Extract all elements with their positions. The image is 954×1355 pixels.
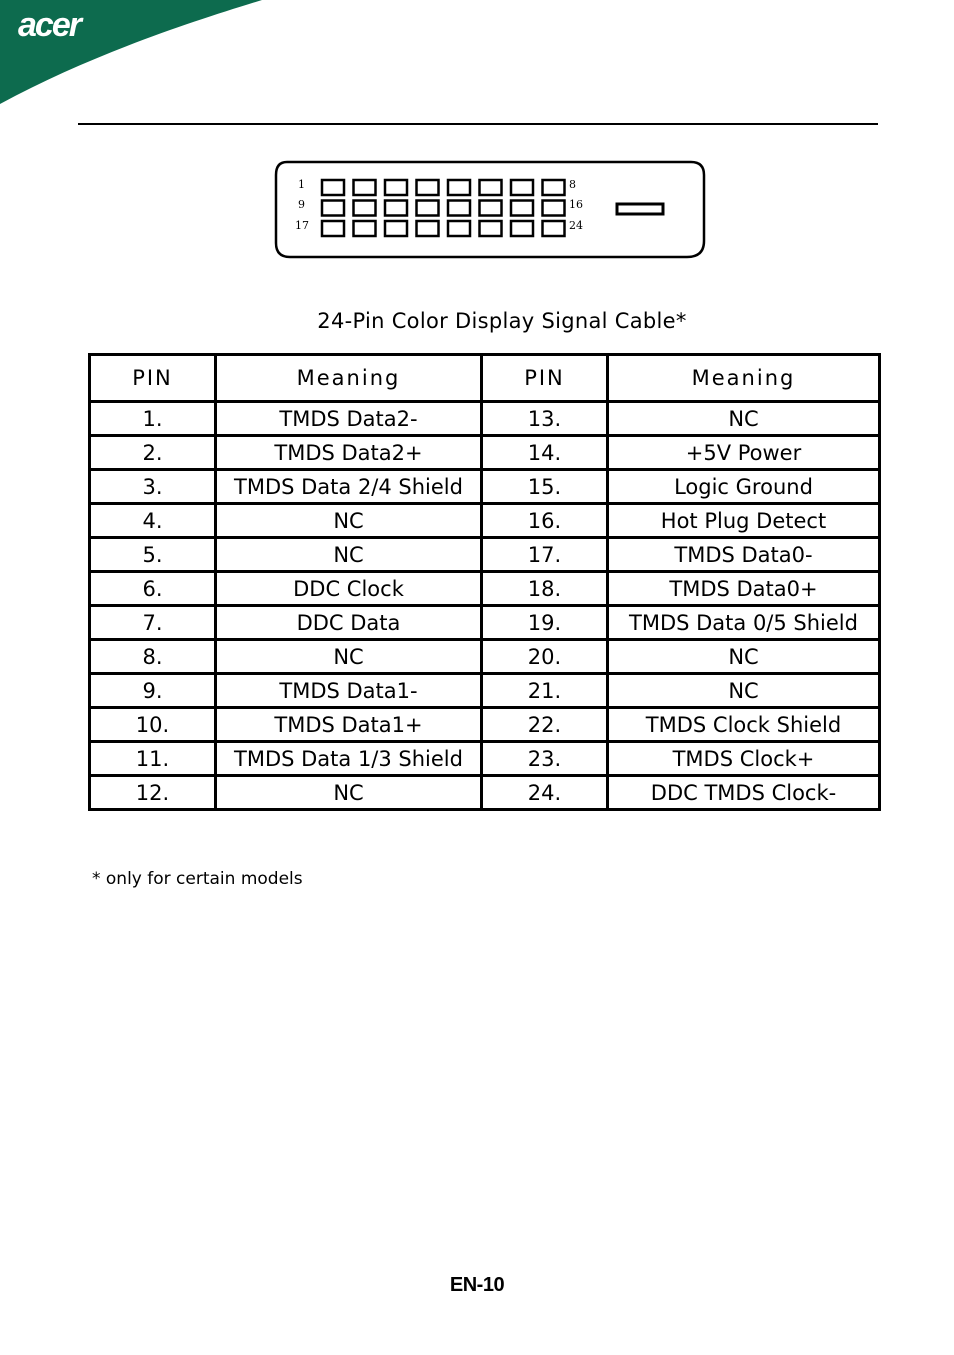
page-number: EN-10 xyxy=(449,1274,505,1296)
pin-meaning-cell: TMDS Data 0/5 Shield xyxy=(608,606,880,640)
pin-number-cell: 13. xyxy=(482,402,608,436)
pin-number-cell: 9. xyxy=(90,674,216,708)
pin-label-17: 17 xyxy=(295,219,309,232)
table-header-row xyxy=(90,355,880,402)
pin-number-cell: 21. xyxy=(482,674,608,708)
pin-meaning-cell: DDC Clock xyxy=(216,572,482,606)
connector-pin xyxy=(354,180,376,195)
pin-label-1: 1 xyxy=(298,178,305,191)
table-row xyxy=(90,776,880,810)
connector-pin xyxy=(511,221,533,236)
pin-meaning-cell: DDC TMDS Clock- xyxy=(608,776,880,810)
pin-number-cell: 23. xyxy=(482,742,608,776)
pin-meaning-cell: TMDS Data0- xyxy=(608,538,880,572)
pin-meaning-cell: TMDS Data 2/4 Shield xyxy=(216,470,482,504)
pin-meaning-cell: TMDS Data0+ xyxy=(608,572,880,606)
connector-pin xyxy=(385,201,407,216)
connector-pin xyxy=(322,180,344,195)
pin-number-cell: 15. xyxy=(482,470,608,504)
connector-pin xyxy=(417,221,439,236)
table-row xyxy=(90,436,880,470)
connector-pin xyxy=(385,180,407,195)
connector-pin xyxy=(448,221,470,236)
pin-number-cell: 24. xyxy=(482,776,608,810)
pin-number-cell: 4. xyxy=(90,504,216,538)
table-row xyxy=(90,674,880,708)
pin-meaning-cell: TMDS Data 1/3 Shield xyxy=(216,742,482,776)
pin-meaning-cell: Hot Plug Detect xyxy=(608,504,880,538)
connector-pin xyxy=(354,221,376,236)
pin-label-16: 16 xyxy=(569,198,583,211)
pin-number-cell: 5. xyxy=(90,538,216,572)
pin-label-24: 24 xyxy=(569,219,583,232)
header-rule xyxy=(78,123,878,125)
header-meaning-right: Meaning xyxy=(608,355,880,402)
pin-number-cell: 20. xyxy=(482,640,608,674)
pin-meaning-cell: DDC Data xyxy=(216,606,482,640)
pin-number-cell: 22. xyxy=(482,708,608,742)
pin-meaning-cell: TMDS Clock Shield xyxy=(608,708,880,742)
pin-number-cell: 16. xyxy=(482,504,608,538)
table-row xyxy=(90,742,880,776)
ground-blade xyxy=(617,204,663,214)
pin-number-cell: 6. xyxy=(90,572,216,606)
pin-meaning-cell: TMDS Data2- xyxy=(216,402,482,436)
pin-meaning-cell: NC xyxy=(608,640,880,674)
pin-meaning-cell: NC xyxy=(216,504,482,538)
pin-meaning-cell: NC xyxy=(216,640,482,674)
acer-logo: acer xyxy=(18,6,80,44)
connector-pin xyxy=(417,180,439,195)
pin-meaning-cell: TMDS Data1+ xyxy=(216,708,482,742)
table-row xyxy=(90,402,880,436)
table-row xyxy=(90,572,880,606)
pin-number-cell: 14. xyxy=(482,436,608,470)
pin-number-cell: 12. xyxy=(90,776,216,810)
connector-pin xyxy=(354,201,376,216)
pin-label-9: 9 xyxy=(298,198,305,211)
pin-number-cell: 3. xyxy=(90,470,216,504)
pin-meaning-cell: TMDS Data2+ xyxy=(216,436,482,470)
pin-meaning-cell: NC xyxy=(608,402,880,436)
connector-pin xyxy=(448,180,470,195)
pin-label-8: 8 xyxy=(569,178,576,191)
table-row xyxy=(90,606,880,640)
connector-pin xyxy=(385,221,407,236)
pin-number-cell: 7. xyxy=(90,606,216,640)
pin-number-cell: 17. xyxy=(482,538,608,572)
header-pin-left: PIN xyxy=(90,355,216,402)
connector-pin xyxy=(417,201,439,216)
connector-pin xyxy=(322,221,344,236)
pin-meaning-cell: NC xyxy=(608,674,880,708)
connector-pin xyxy=(511,201,533,216)
connector-pin xyxy=(480,221,502,236)
connector-pin xyxy=(543,221,565,236)
connector-pin xyxy=(480,180,502,195)
pin-meaning-cell: NC xyxy=(216,538,482,572)
pin-number-cell: 18. xyxy=(482,572,608,606)
connector-pin xyxy=(480,201,502,216)
table-row xyxy=(90,708,880,742)
table-row xyxy=(90,470,880,504)
pin-meaning-cell: NC xyxy=(216,776,482,810)
footnote: * only for certain models xyxy=(92,869,303,889)
pin-table xyxy=(88,353,881,811)
pin-meaning-cell: +5V Power xyxy=(608,436,880,470)
table-row xyxy=(90,538,880,572)
pin-number-cell: 10. xyxy=(90,708,216,742)
pin-meaning-cell: TMDS Data1- xyxy=(216,674,482,708)
connector-pin xyxy=(322,201,344,216)
dvi-connector-diagram xyxy=(273,160,707,262)
pin-number-cell: 8. xyxy=(90,640,216,674)
connector-pin xyxy=(543,201,565,216)
pin-number-cell: 11. xyxy=(90,742,216,776)
table-row xyxy=(90,640,880,674)
pin-grid xyxy=(322,180,565,236)
connector-pin xyxy=(543,180,565,195)
pin-number-cell: 19. xyxy=(482,606,608,640)
connector-pin xyxy=(511,180,533,195)
pin-meaning-cell: TMDS Clock+ xyxy=(608,742,880,776)
pin-number-cell: 2. xyxy=(90,436,216,470)
pin-meaning-cell: Logic Ground xyxy=(608,470,880,504)
header-meaning-left: Meaning xyxy=(216,355,482,402)
connector-pin xyxy=(448,201,470,216)
table-caption: 24-Pin Color Display Signal Cable* xyxy=(317,309,687,333)
pin-number-cell: 1. xyxy=(90,402,216,436)
header-pin-right: PIN xyxy=(482,355,608,402)
table-row xyxy=(90,504,880,538)
